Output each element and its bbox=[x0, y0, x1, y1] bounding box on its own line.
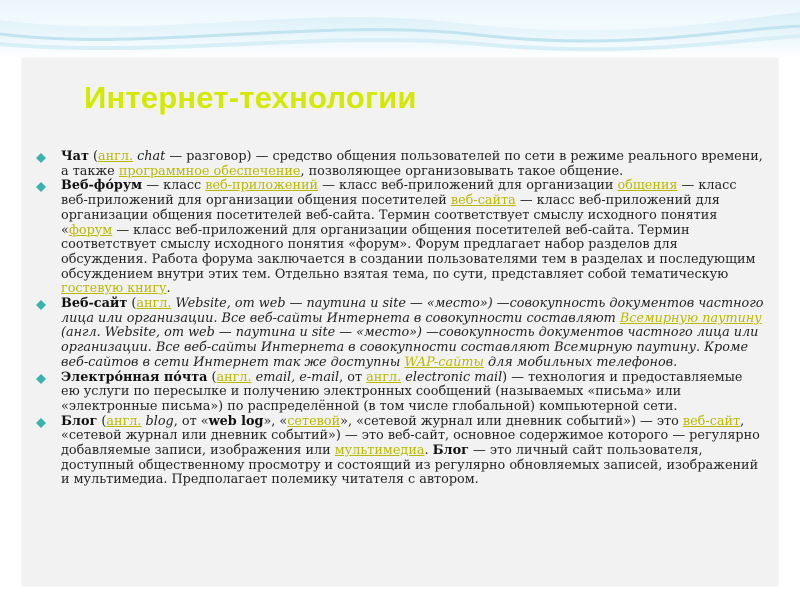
header-band bbox=[0, 0, 800, 58]
italic-text: (англ. Website, от web — паутина и site — «место») —совокупность документов частного лица или организации. Все веб-сайты Интернета в совокупности составляют Всемирную паутину. Кроме веб-сайтов в сети Интернет так же доступны bbox=[61, 325, 759, 370]
body-text: , от bbox=[339, 369, 367, 385]
inline-link[interactable]: веб-сайта bbox=[450, 193, 516, 209]
diamond-bullet-icon bbox=[36, 374, 46, 384]
term-label: Блог bbox=[61, 413, 98, 429]
body-text: — класс веб-приложений для организации общения посетителей веб-сайта. Термин соответствует смыслу исходного понятия « bbox=[61, 193, 720, 238]
list-item bbox=[36, 179, 764, 297]
inline-link[interactable]: англ. bbox=[366, 369, 402, 385]
list-item bbox=[36, 371, 764, 415]
italic-text: Website, от web — паутина и site — «место») —совокупность документов частного лица или организации. Все веб-сайты Интернета в совокупности составляют bbox=[61, 296, 764, 326]
body-text: , от « bbox=[173, 413, 209, 429]
inline-link[interactable]: англ. bbox=[97, 149, 134, 164]
diamond-bullet-icon bbox=[36, 153, 46, 163]
term-label: Веб-фо́рум bbox=[61, 178, 143, 194]
body-text: ( bbox=[88, 149, 98, 164]
term-label: Блог bbox=[432, 443, 469, 459]
list-item bbox=[36, 150, 764, 179]
slide-title: Интернет-технологии bbox=[84, 80, 417, 115]
inline-link[interactable]: мультимедиа bbox=[334, 443, 425, 459]
body-text: — класс веб-приложений для организации bbox=[318, 178, 618, 194]
body-text: ( bbox=[207, 369, 217, 385]
italic-text: chat bbox=[137, 149, 166, 164]
inline-link[interactable]: гостевую книгу bbox=[61, 281, 167, 297]
body-text: — класс веб-приложений для организации общения посетителей веб-сайта. Термин соответствует смыслу исходного понятия «форум». Форум предлагает набор разделов для обсуждения. Работа форума заключается в создании пользователями тем в разделах и последующим обсуждением внутри этих тем. Отдельно взятая тема, по сути, представляет собой тематическую bbox=[61, 222, 756, 282]
decorative-waves bbox=[0, 0, 800, 58]
body-text: ) — технология и предоставляемые ею услуги по пересылке и получению электронных сообщений (называемых «письма» или «электронные письма») по распределённой (в том числе глобальной) компьютерной сети. bbox=[61, 369, 743, 414]
list-item bbox=[36, 297, 764, 371]
inline-link[interactable]: форум bbox=[68, 222, 113, 238]
inline-link[interactable]: сетевой bbox=[287, 413, 341, 429]
body-text: , «сетевой журнал или дневник событий») — это веб-сайт, основное содержимое которого — регулярно добавляемые записи, изображения или bbox=[61, 413, 760, 459]
inline-link[interactable]: WAP-сайты bbox=[404, 354, 484, 370]
bullet-list bbox=[36, 150, 764, 488]
term-label: Чат bbox=[61, 149, 89, 164]
inline-link[interactable]: англ. bbox=[106, 413, 142, 429]
body-text: — это личный сайт пользователя, доступный общественному просмотру и состоящий из регулярно обновляемых записей, изображений и мультимедиа. Предполагает полемику читателя с автором. bbox=[61, 443, 759, 488]
body-text: ( bbox=[127, 296, 137, 312]
inline-link[interactable]: англ. bbox=[136, 296, 172, 312]
term-label: Веб-сайт bbox=[61, 296, 128, 312]
diamond-bullet-icon bbox=[36, 418, 46, 428]
italic-text: electronic mail bbox=[405, 369, 503, 385]
body-text: . bbox=[424, 443, 433, 459]
body-text: , позволяющее организовывать такое общение. bbox=[300, 163, 624, 179]
diamond-bullet-icon bbox=[36, 182, 46, 192]
inline-link[interactable]: веб-сайт bbox=[682, 413, 741, 429]
inline-link[interactable]: программное обеспечение bbox=[118, 163, 301, 179]
list-item bbox=[36, 415, 764, 489]
italic-text: email, e-mail bbox=[255, 369, 340, 385]
body-text: — разговор) — средство общения пользователей по сети в режиме реального времени, а также bbox=[61, 149, 763, 179]
italic-text: для мобильных телефонов. bbox=[483, 354, 678, 370]
italic-text: blog bbox=[145, 413, 174, 429]
body-text: », «сетевой журнал или дневник событий») — это bbox=[340, 413, 683, 429]
body-text: — класс веб-приложений для организации общения посетителей bbox=[61, 178, 737, 209]
body-text: », « bbox=[263, 413, 288, 429]
term-label: web log bbox=[208, 413, 264, 429]
diamond-bullet-icon bbox=[36, 300, 46, 310]
inline-link[interactable]: Всемирную паутину bbox=[619, 310, 762, 326]
body-text: . bbox=[166, 281, 171, 297]
inline-link[interactable]: англ. bbox=[216, 369, 252, 385]
term-label: Электро́нная по́чта bbox=[61, 369, 208, 385]
inline-link[interactable]: общения bbox=[617, 178, 678, 194]
body-text: ( bbox=[97, 413, 107, 429]
body-text: — класс bbox=[142, 178, 206, 194]
inline-link[interactable]: веб-приложений bbox=[205, 178, 319, 194]
